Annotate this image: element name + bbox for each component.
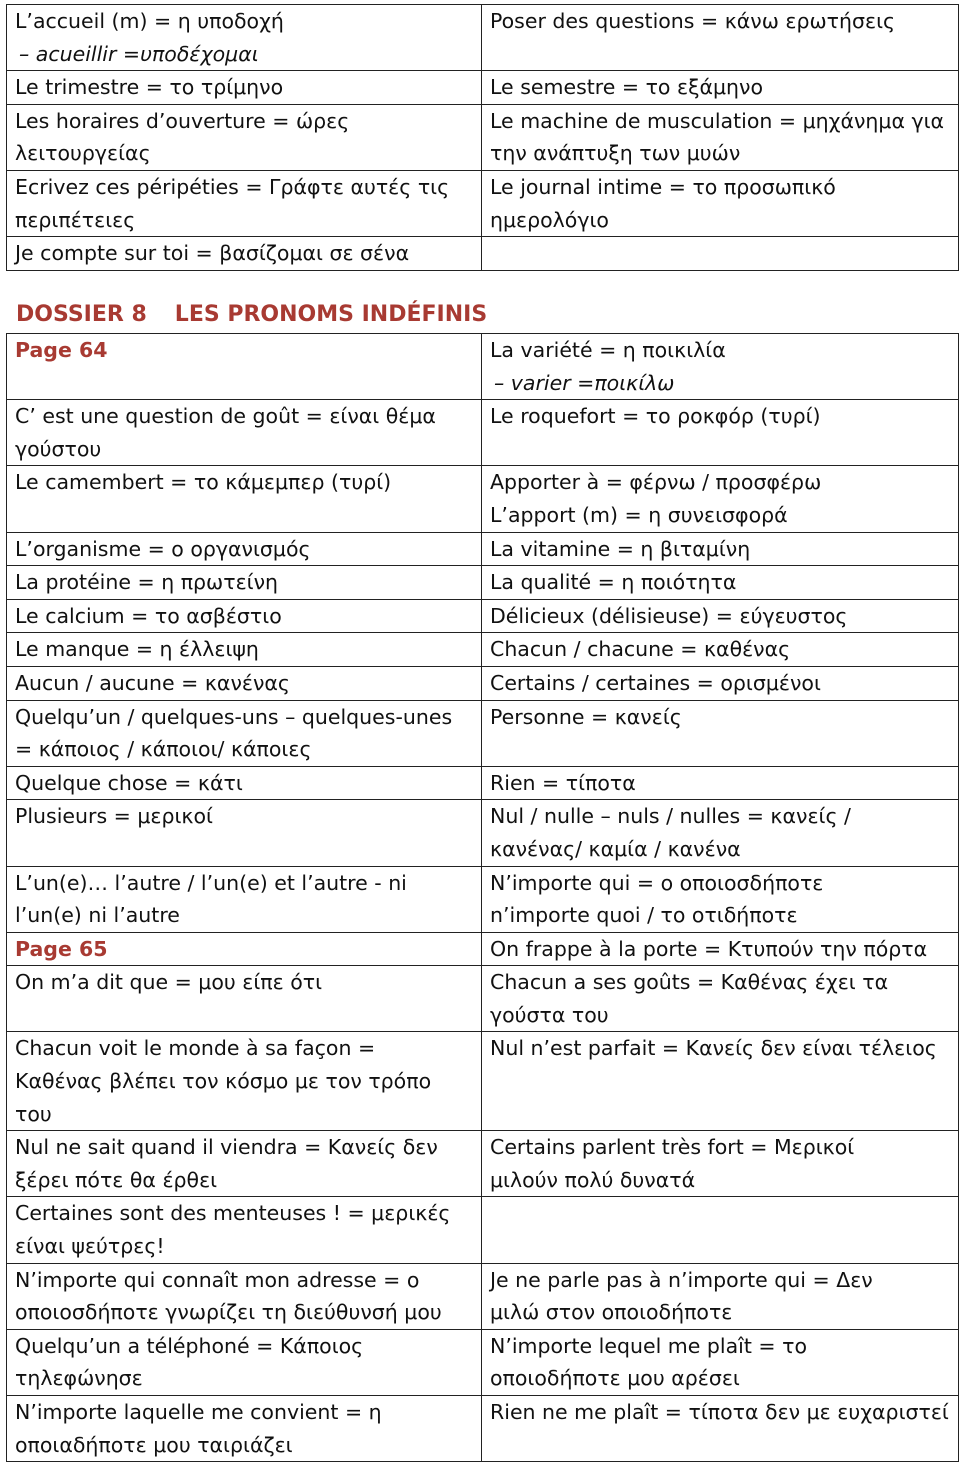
french-greek-cell-right — [482, 104, 959, 170]
french-greek-cell-right — [482, 700, 959, 766]
french-greek-cell-right — [482, 932, 959, 966]
entry-line: οποιαδήποτε μου ταιριάζει — [15, 1432, 293, 1457]
entry-line: ημερολόγιο — [490, 207, 609, 232]
table-row — [7, 1396, 959, 1462]
french-greek-cell-right — [482, 71, 959, 105]
entry-line: Le roquefort = το ροκφόρ (τυρί) — [490, 404, 821, 429]
table-row — [7, 71, 959, 105]
entry-line: Chacun / chacune = καθένας — [490, 637, 791, 662]
french-greek-cell-left — [7, 866, 482, 932]
table-row — [7, 170, 959, 236]
entry-line: Quelqu’un a téléphoné = Κάποιος — [15, 1333, 364, 1358]
table-row — [7, 966, 959, 1032]
entry-line: Le journal intime = το προσωπικό — [490, 174, 836, 199]
french-greek-cell-right — [482, 237, 959, 271]
table-row — [7, 866, 959, 932]
french-greek-cell-left — [7, 666, 482, 700]
french-greek-cell-left — [7, 104, 482, 170]
table-row — [7, 633, 959, 667]
entry-line: γούστου — [15, 436, 102, 461]
entry-line: Délicieux (délisieuse) = εύγευστος — [490, 603, 848, 628]
french-greek-cell-left — [7, 700, 482, 766]
french-greek-cell-left — [7, 1396, 482, 1462]
french-greek-cell-left — [7, 1197, 482, 1263]
french-greek-cell-right — [482, 1396, 959, 1462]
entry-line: = κάποιος / κάποιοι/ κάποιες — [15, 737, 312, 762]
table-row — [7, 1131, 959, 1197]
table-row — [7, 700, 959, 766]
french-greek-cell-left — [7, 170, 482, 236]
entry-line: Rien ne me plaît = τίποτα δεν με ευχαριστεί — [490, 1400, 949, 1424]
french-greek-cell-left — [7, 800, 482, 866]
french-greek-cell-right — [482, 334, 959, 400]
table-row — [7, 932, 959, 966]
entry-line: On m’a dit que = μου είπε ότι — [15, 970, 323, 995]
entry-line: Nul / nulle – nuls / nulles = κανείς / — [490, 804, 851, 829]
french-greek-cell-left — [7, 932, 482, 966]
entry-line: Ecrivez ces péripéties = Γράφτε αυτές τις — [15, 174, 450, 199]
french-greek-cell-left — [7, 466, 482, 532]
french-greek-cell-right — [482, 566, 959, 600]
table-row — [7, 400, 959, 466]
entry-line: Poser des questions = κάνω ερωτήσεις — [490, 9, 896, 33]
entry-line: τηλεφώνησε — [15, 1366, 143, 1391]
entry-line: Καθένας βλέπει τον κόσμο με τον τρόπο — [15, 1069, 432, 1094]
entry-line: Quelqu’un / quelques-uns – quelques-unes — [15, 704, 453, 729]
table-row — [7, 104, 959, 170]
french-greek-cell-left — [7, 5, 482, 71]
entry-line: L’accueil (m) = η υποδοχή — [15, 9, 284, 33]
french-greek-cell-right — [482, 599, 959, 633]
entry-line: Certains / certaines = ορισμένοι — [490, 670, 821, 695]
entry-line: οποιοδήποτε μου αρέσει — [490, 1366, 740, 1391]
table-row — [7, 766, 959, 800]
french-greek-cell-left — [7, 334, 482, 400]
entry-line: Plusieurs = μερικοί — [15, 804, 213, 829]
entry-line: La variété = η ποικιλία — [490, 338, 726, 362]
french-greek-cell-left — [7, 532, 482, 566]
entry-line: – varier =ποικίλω — [494, 370, 675, 395]
french-greek-cell-right — [482, 5, 959, 71]
entry-line: είναι ψεύτρες! — [15, 1234, 165, 1259]
entry-line: ξέρει πότε θα έρθει — [15, 1167, 218, 1192]
entry-line: λειτουργείας — [15, 141, 151, 166]
table-row — [7, 5, 959, 71]
french-greek-cell-left — [7, 633, 482, 667]
entry-line: κανένας/ καμία / κανένα — [490, 836, 741, 861]
entry-line: Certains parlent très fort = Μερικοί — [490, 1135, 855, 1160]
french-greek-cell-left — [7, 566, 482, 600]
french-greek-cell-left — [7, 1329, 482, 1395]
entry-line: μιλώ στον οποιοδήποτε — [490, 1300, 733, 1325]
entry-line: γούστα του — [490, 1002, 609, 1027]
entry-line: Certaines sont des menteuses ! = μερικές — [15, 1201, 451, 1226]
entry-line: του — [15, 1101, 52, 1126]
french-greek-cell-left — [7, 1131, 482, 1197]
dossier-number: DOSSIER 8 — [16, 302, 147, 327]
entry-line: μιλούν πολύ δυνατά — [490, 1167, 696, 1192]
entry-line: την ανάπτυξη των μυών — [490, 141, 741, 166]
table-row — [7, 666, 959, 700]
french-greek-cell-right — [482, 666, 959, 700]
entry-line: Quelque chose = κάτι — [15, 770, 243, 795]
french-greek-cell-right — [482, 633, 959, 667]
french-greek-cell-right — [482, 466, 959, 532]
french-greek-cell-right — [482, 1263, 959, 1329]
entry-line: L’organisme = ο οργανισμός — [15, 536, 311, 561]
french-greek-cell-left — [7, 1032, 482, 1131]
french-greek-cell-left — [7, 766, 482, 800]
entry-line: La protéine = η πρωτείνη — [15, 570, 279, 595]
entry-line: Nul n’est parfait = Κανείς δεν είναι τέλειος — [490, 1036, 937, 1061]
table-row — [7, 1263, 959, 1329]
entry-line: N’importe qui = ο οποιοσδήποτε — [490, 870, 824, 895]
french-greek-cell-right — [482, 1197, 959, 1263]
entry-line: Chacun voit le monde à sa façon = — [15, 1036, 376, 1061]
french-greek-cell-right — [482, 866, 959, 932]
french-greek-cell-left — [7, 237, 482, 271]
entry-line: L’apport (m) = η συνεισφορά — [490, 502, 788, 527]
french-greek-cell-left — [7, 1263, 482, 1329]
entry-line: l’un(e) ni l’autre — [15, 903, 180, 928]
french-greek-cell-right — [482, 532, 959, 566]
french-greek-cell-left — [7, 966, 482, 1032]
entry-line: Les horaires d’ouverture = ώρες — [15, 108, 350, 133]
entry-line: Le trimestre = το τρίμηνο — [15, 75, 284, 100]
entry-line: La qualité = η ποιότητα — [490, 570, 737, 595]
entry-line: περιπέτειες — [15, 207, 136, 232]
entry-line: N’importe qui connaît mon adresse = ο — [15, 1267, 420, 1292]
french-greek-cell-right — [482, 966, 959, 1032]
entry-line: – acueillir =υποδέχομαι — [19, 41, 259, 66]
vocabulary-table-top — [6, 4, 959, 271]
french-greek-cell-right — [482, 400, 959, 466]
entry-line: L’un(e)… l’autre / l’un(e) et l’autre - ni — [15, 870, 407, 895]
entry-line: Le camembert = το κάμεμπερ (τυρί) — [15, 470, 392, 495]
entry-line: C’ est une question de goût = είναι θέμα — [15, 404, 436, 429]
entry-line: Personne = κανείς — [490, 704, 682, 729]
entry-line: Le machine de musculation = μηχάνημα για — [490, 108, 945, 133]
entry-line: Apporter à = φέρνω / προσφέρω — [490, 470, 822, 495]
french-greek-cell-right — [482, 766, 959, 800]
entry-line: Aucun / aucune = κανένας — [15, 670, 290, 695]
entry-line: Le calcium = το ασβέστιο — [15, 603, 282, 628]
entry-line: Page 64 — [15, 338, 108, 362]
entry-line: On frappe à la porte = Κτυπούν την πόρτα — [490, 936, 928, 961]
entry-line: N’importe laquelle me convient = η — [15, 1400, 382, 1424]
table-row — [7, 532, 959, 566]
entry-line: La vitamine = η βιταμίνη — [490, 536, 751, 561]
french-greek-cell-left — [7, 400, 482, 466]
french-greek-cell-left — [7, 71, 482, 105]
table-row — [7, 237, 959, 271]
table-row — [7, 1329, 959, 1395]
entry-line: n’importe quoi / το οτιδήποτε — [490, 903, 798, 928]
table-row — [7, 1197, 959, 1263]
table-row — [7, 1032, 959, 1131]
french-greek-cell-right — [482, 1329, 959, 1395]
entry-line: Chacun a ses goûts = Καθένας έχει τα — [490, 970, 889, 995]
entry-line: Page 65 — [15, 936, 108, 961]
dossier-heading — [16, 298, 487, 332]
table-row — [7, 466, 959, 532]
french-greek-cell-right — [482, 170, 959, 236]
entry-line: Le semestre = το εξάμηνο — [490, 75, 764, 100]
table-row — [7, 334, 959, 400]
entry-line: N’importe lequel me plaît = το — [490, 1333, 807, 1358]
entry-line: οποιοσδήποτε γνωρίζει τη διεύθυνσή μου — [15, 1300, 442, 1325]
entry-line: Je ne parle pas à n’importe qui = Δεν — [490, 1267, 873, 1292]
entry-line: Rien = τίποτα — [490, 770, 636, 795]
table-row — [7, 566, 959, 600]
entry-line: Nul ne sait quand il viendra = Κανείς δεν — [15, 1135, 438, 1160]
dossier-title: LES PRONOMS INDÉFINIS — [174, 302, 488, 327]
vocabulary-table-main — [6, 333, 959, 1462]
french-greek-cell-right — [482, 800, 959, 866]
entry-line: Le manque = η έλλειψη — [15, 637, 259, 662]
table-row — [7, 800, 959, 866]
french-greek-cell-right — [482, 1131, 959, 1197]
entry-line: Je compte sur toi = βασίζομαι σε σένα — [15, 241, 410, 266]
french-greek-cell-right — [482, 1032, 959, 1131]
french-greek-cell-left — [7, 599, 482, 633]
table-row — [7, 599, 959, 633]
